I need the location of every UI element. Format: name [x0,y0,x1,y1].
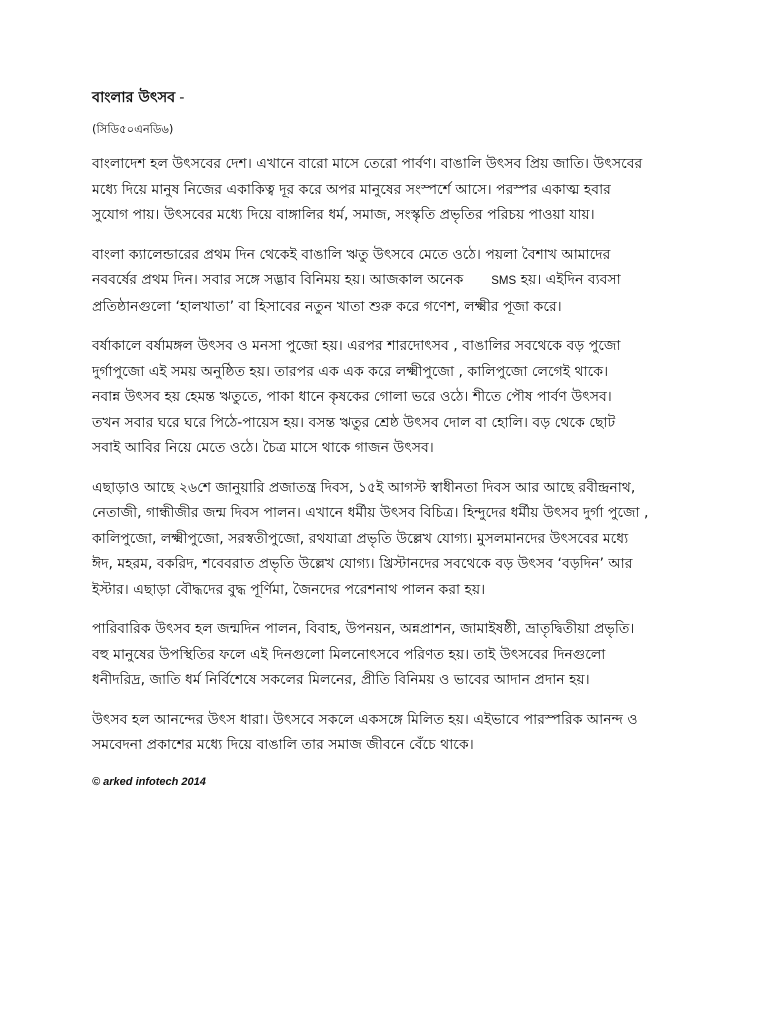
text-line: ঈদ, মহরম, বকরিদ, শবেবরাত প্রভৃতি উল্লেখ যোগ্য। খ্রিস্টানদের সবথেকে বড় উৎসব ‘বড়দিন’ আর [92,556,633,572]
text-line-with-sms [92,268,692,295]
sms-word: SMS [491,275,517,287]
title-dash: - [179,90,185,106]
text-line: বাংলাদেশ হল উৎসবের দেশ। এখানে বারো মাসে তেরো পার্বণ। বাঙালি উৎসব প্রিয় জাতি। উৎসবের [92,156,643,172]
text-line: সুযোগ পায়। উৎসবের মধ্যে দিয়ে বাঙ্গালির ধর্ম, সমাজ, সংস্কৃতি প্রভৃতির পরিচয় পাওয়া যায়। [92,207,595,223]
text-line: সমবেদনা প্রকাশের মধ্যে দিয়ে বাঙালি তার সমাজ জীবনে বেঁচে থাকে। [92,737,474,753]
text-line-head: নববর্ষের প্রথম দিন। সবার সঙ্গে সদ্ভাব বিনিময় হয়। আজকাল অনেক [92,272,464,288]
text-line: উৎসব হল আনন্দের উৎস ধারা। উৎসবে সকলে একসঙ্গে মিলিত হয়। এইভাবে পারস্পরিক আনন্দ ও [92,711,638,728]
document-code: (সিডি৫০এনডি৬) [92,122,174,136]
text-line: সবাই আবির নিয়ে মেতে ওঠে। চৈত্র মাসে থাকে গাজন উৎসব। [92,440,434,456]
paragraph-2 [92,243,692,321]
copyright-notice: © arked infotech 2014 [92,775,206,788]
document-page [92,86,692,791]
text-line: প্রতিষ্ঠানগুলো ‘হালখাতা’ বা হিসাবের নতুন খাতা শুরু করে গণেশ, লক্ষ্মীর পূজা করে। [92,298,562,315]
paragraph-1 [92,152,692,229]
text-line: নবান্ন উৎসব হয় হেমন্ত ঋতুতে, পাকা ধানে কৃষকের গোলা ভরে ওঠে। শীতে পৌষ পার্বণ উৎসব। [92,389,612,405]
document-title-row [92,86,692,110]
text-line: দুর্গাপুজো এই সময় অনুষ্ঠিত হয়। তারপর এক এক করে লক্ষ্মীপুজো , কালিপুজো লেগেই থাকে। [92,363,609,380]
text-line: মধ্যে দিয়ে মানুষ নিজের একাকিত্ব দূর করে অপর মানুষের সংস্পর্শে আসে। পরস্পর একাত্ম হবার [92,181,611,198]
text-line: তখন সবার ঘরে ঘরে পিঠে-পায়েস হয়। বসন্ত ঋতুর শ্রেষ্ঠ উৎসব দোল বা হোলি। বড় থেকে ছোট [92,414,616,431]
document-title: বাংলার উৎসব [92,90,176,106]
text-line: পারিবারিক উৎসব হল জন্মদিন পালন, বিবাহ, উপনয়ন, অন্নপ্রাশন, জামাইষষ্ঠী, ভ্রাতৃদ্বিতীয়া প্রভৃতি। [92,621,635,637]
text-line: বাংলা ক্যালেন্ডারের প্রথম দিন থেকেই বাঙালি ঋতু উৎসবে মেতে ওঠে। পয়লা বৈশাখ আমাদের [92,246,611,263]
text-line: ধনীদরিদ্র, জাতি ধর্ম নির্বিশেষে সকলের মিলনের, প্রীতি বিনিময় ও ভাবের আদান প্রদান হয়। [92,672,590,688]
text-line: বর্ষাকালে বর্ষামঙ্গল উৎসব ও মনসা পুজো হয়। এরপর শারদোৎসব , বাঙালির সবথেকে বড় পুজো [92,338,621,354]
text-line-tail: হয়। এইদিন ব্যবসা [520,272,621,288]
paragraph-4 [92,476,692,604]
paragraph-6 [92,708,692,759]
paragraph-5 [92,617,692,694]
paragraph-3 [92,334,692,462]
text-line: কালিপুজো, লক্ষ্মীপুজো, সরস্বতীপুজো, রথযাত্রা প্রভৃতি উল্লেখ যোগ্য। মুসলমানদের উৎসবের মধ্যে [92,530,629,547]
text-line: বহু মানুষের উপস্থিতির ফলে এই দিনগুলো মিলনোৎসবে পরিণত হয়। তাই উৎসবের দিনগুলো [92,646,606,663]
text-line: নেতাজী, গান্ধীজীর জন্ম দিবস পালন। এখানে ধর্মীয় উৎসব বিচিত্র। হিন্দুদের ধর্মীয় উৎসব দুর্গা পুজো , [92,505,649,521]
text-line: এছাড়াও আছে ২৬শে জানুয়ারি প্রজাতন্ত্র দিবস, ১৫ই আগস্ট স্বাধীনতা দিবস আর আছে রবীন্দ্রনাথ, [92,479,636,496]
text-line: ইস্টার। এছাড়া বৌদ্ধদের বুদ্ধ পূর্ণিমা, জৈনদের পরেশনাথ পালন করা হয়। [92,581,486,598]
